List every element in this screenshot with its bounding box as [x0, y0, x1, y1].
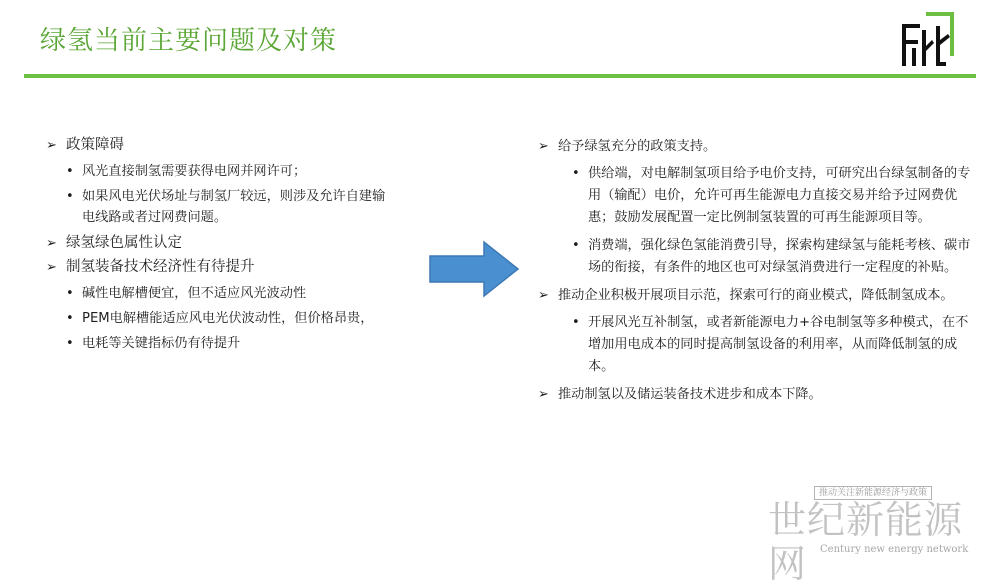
- watermark-tagline: 推动关注新能源经济与政策: [814, 486, 932, 500]
- measure-detail: 消费端，强化绿色氢能消费引导，探索构建绿氢与能耗考核、碳市场的衔接，有条件的地区也可对绿氢消费进行一定程度的补贴。: [588, 238, 971, 275]
- list-item: [538, 163, 978, 229]
- list-item: [538, 312, 978, 378]
- bullet-icon: •: [66, 286, 74, 301]
- problem-detail: 风光直接制氢需要获得电网并网许可；: [82, 164, 307, 179]
- list-item: [46, 333, 396, 354]
- measure-detail: 供给端，对电解制氢项目给予电价支持，可研究出台绿氢制备的专用（输配）电价，允许可再生能源电力直接交易并给予过网费优惠；鼓励发展配置一定比例制氢装置的可再生能源项目等。: [588, 166, 971, 225]
- measure-detail: 开展风光互补制氢，或者新能源电力+谷电制氢等多种模式，在不增加用电成本的同时提高制氢设备的利用率，从而降低制氢的成本。: [588, 315, 969, 374]
- list-item: [46, 308, 396, 329]
- arrow-bullet-icon: ➢: [538, 387, 549, 402]
- bullet-icon: •: [66, 189, 74, 204]
- arrow-bullet-icon: ➢: [46, 138, 57, 153]
- bullet-icon: •: [572, 238, 580, 253]
- logo-icon: [898, 10, 958, 68]
- watermark: [768, 486, 990, 586]
- arrow-bullet-icon: ➢: [538, 139, 549, 154]
- list-item: [46, 186, 396, 228]
- bullet-icon: •: [572, 315, 580, 330]
- watermark-site-name: 世纪新能源网: [768, 498, 964, 586]
- list-item: [538, 235, 978, 279]
- right-arrow-icon: [428, 240, 520, 298]
- list-item: [46, 161, 396, 182]
- bullet-icon: •: [66, 311, 74, 326]
- slide-title: 绿氢当前主要问题及对策: [40, 26, 338, 56]
- measure-heading: 给予绿氢充分的政策支持。: [558, 139, 717, 154]
- measure-heading: 推动企业积极开展项目示范，探索可行的商业模式，降低制氢成本。: [558, 288, 954, 303]
- bullet-icon: •: [572, 166, 580, 181]
- arrow-bullet-icon: ➢: [46, 236, 57, 251]
- list-item: [46, 283, 396, 304]
- list-item: [46, 134, 396, 157]
- list-item: [538, 384, 978, 405]
- problem-heading: 绿氢绿色属性认定: [66, 235, 182, 251]
- problem-heading: 政策障碍: [66, 137, 124, 153]
- title-divider: [24, 74, 976, 78]
- problems-column: [46, 134, 396, 358]
- bullet-icon: •: [66, 164, 74, 179]
- list-item: [46, 256, 396, 279]
- problem-detail: 碱性电解槽便宜，但不适应风光波动性: [82, 286, 307, 301]
- list-item: [538, 285, 978, 306]
- arrow-bullet-icon: ➢: [538, 288, 549, 303]
- bullet-icon: •: [66, 336, 74, 351]
- problem-detail: 电耗等关键指标仍有待提升: [82, 336, 241, 351]
- arrow-bullet-icon: ➢: [46, 260, 57, 275]
- problem-heading: 制氢装备技术经济性有待提升: [66, 259, 255, 275]
- list-item: [538, 136, 978, 157]
- countermeasures-column: [538, 136, 978, 411]
- watermark-english-name: Century new energy network: [820, 544, 969, 555]
- problem-detail: 如果风电光伏场址与制氢厂较远，则涉及允许自建输电线路或者过网费问题。: [82, 189, 386, 225]
- measure-heading: 推动制氢以及储运装备技术进步和成本下降。: [558, 387, 822, 402]
- problem-detail: PEM电解槽能适应风电光伏波动性，但价格昂贵，: [82, 311, 374, 326]
- list-item: [46, 232, 396, 255]
